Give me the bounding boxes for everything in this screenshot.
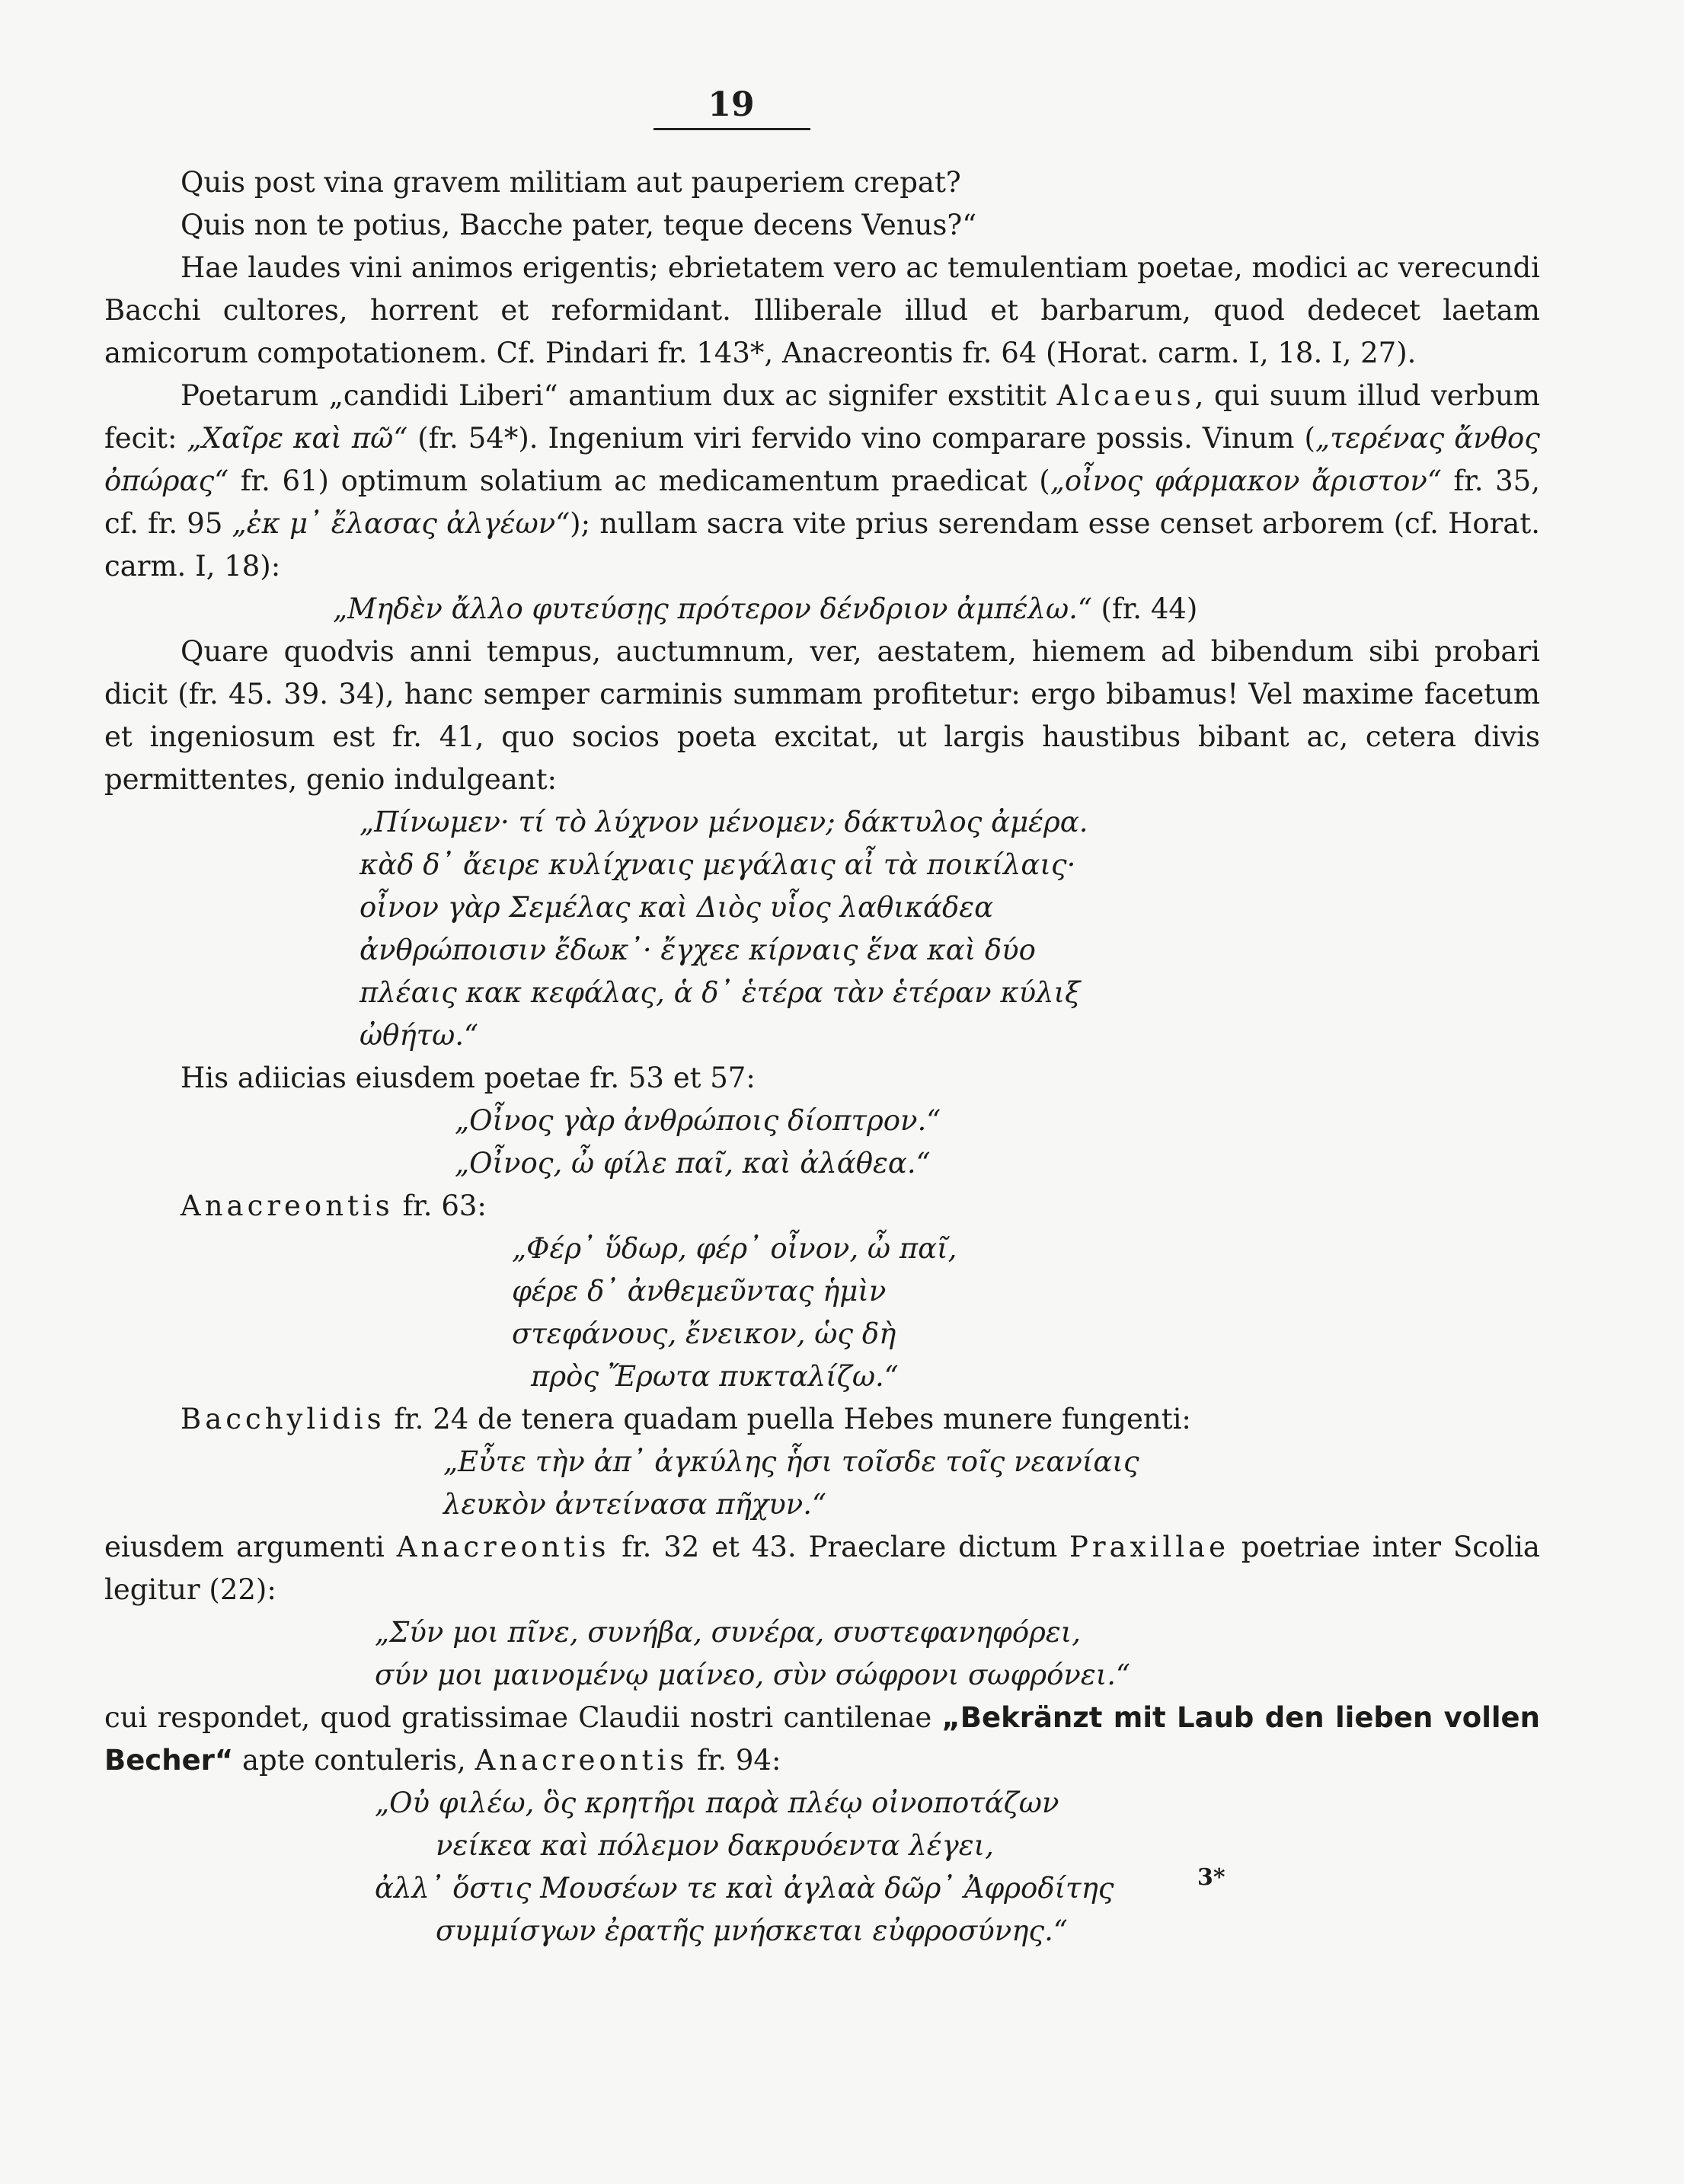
text-run: , qui suum illud verbum fecit: [104, 379, 1540, 455]
greek-verse: νείκεα καὶ πόλεμον δακρυόεντα λέγει, [436, 1829, 994, 1862]
paragraph [104, 1185, 1540, 1228]
greek-verse: συμμίσγων ἐρατῆς μνήσκεται εὐφροσύνης.“ [436, 1914, 1068, 1947]
greek-verse [104, 588, 1540, 631]
greek-verse: „Οἶνος, ὦ φίλε παῖ, καὶ ἀλάθεα.“ [455, 1147, 931, 1180]
greek-verse: „Οὐ φιλέω, ὃς κρητῆρι παρὰ πλέῳ οἰνοποτάζων [375, 1786, 1059, 1819]
fragment-ref: (fr. 44) [1091, 592, 1198, 625]
greek-verse: „Σύν μοι πῖνε, συνήβα, συνέρα, συστεφανηφόρει, [375, 1616, 1081, 1649]
greek-verse: λευκὸν ἀντείνασα πῆχυν.“ [443, 1488, 826, 1521]
greek-verse: „Πίνωμεν· τί τὸ λύχνον μένομεν; δάκτυλος ἀμέρα. [359, 806, 1088, 838]
greek-quote: „Μηδὲν ἄλλο φυτεύσῃς πρότερον δένδριον ἀμπέλω.“ [333, 592, 1092, 625]
text-run: apte contuleris, [233, 1744, 475, 1777]
text-run: eiusdem argumenti [104, 1531, 397, 1563]
greek-verse: στεφάνους, ἔνεικον, ὡς δὴ [512, 1317, 896, 1350]
author-name: Praxillae [1069, 1531, 1229, 1563]
author-name: Bacchylidis [181, 1403, 385, 1435]
text-run: fr. 63: [393, 1189, 487, 1222]
author-name: Anacreontis [475, 1744, 689, 1777]
body-text [104, 161, 1540, 1953]
signature-mark: 3* [1197, 1864, 1225, 1891]
verse-line: Quis post vina gravem militiam aut pauperiem crepat? [181, 166, 961, 199]
text-run: fr. 24 de tenera quadam puella Hebes munere fungenti: [385, 1403, 1191, 1435]
greek-quote: „ἐκ μ᾽ ἔλασας ἀλγέων“ [232, 507, 570, 540]
greek-verse: „Οἶνος γὰρ ἀνθρώποις δίοπτρον.“ [455, 1104, 941, 1137]
text-run: fr. 32 et 43. Praeclare dictum [609, 1531, 1070, 1563]
paragraph [104, 375, 1540, 588]
paragraph: His adiicias eiusdem poetae fr. 53 et 57: [181, 1062, 756, 1094]
greek-quote: „Χαῖρε καὶ πῶ“ [187, 422, 408, 455]
author-name: Anacreontis [181, 1189, 394, 1222]
text-run: poetriae inter Scolia legitur (22): [104, 1531, 1540, 1606]
german-quote: „Bekränzt mit Laub den lieben vollen Becher“ [104, 1701, 1540, 1777]
greek-quote: „τερένας ἄνθος ὀπώρας“ [104, 422, 1540, 497]
greek-verse: φέρε δ᾽ ἀνθεμεῦντας ἡμὶν [512, 1275, 887, 1308]
greek-verse: ὠθήτω.“ [359, 1019, 478, 1052]
greek-verse: „Εὖτε τὴν ἀπ᾽ ἀγκύλης ἧσι τοῖσδε τοῖς νεανίαις [443, 1445, 1139, 1478]
paragraph [104, 1398, 1540, 1441]
verse-line: Quis non te potius, Bacche pater, teque decens Venus?“ [181, 209, 977, 241]
author-name: Alcaeus [1056, 379, 1195, 412]
paragraph [104, 1697, 1540, 1782]
greek-verse: ἀλλ᾽ ὅστις Μουσέων τε καὶ ἀγλαὰ δῶρ᾽ Ἀφροδίτης [375, 1872, 1114, 1905]
text-run: (fr. 54*). Ingenium viri fervido vino comparare possis. Vinum ( [407, 422, 1315, 455]
text-run: cui respondet, quod gratissimae Claudii nostri cantilenae [104, 1701, 942, 1734]
page-number: 19 [708, 85, 755, 124]
greek-verse: ἀνθρώποισιν ἔδωκ᾽· ἔγχεε κίρναις ἕνα καὶ δύο [359, 934, 1036, 966]
greek-verse: οἶνον γὰρ Σεμέλας καὶ Διὸς υἷος λαθικάδεα [359, 891, 994, 924]
paragraph [104, 1526, 1540, 1611]
author-name: Anacreontis [396, 1531, 610, 1563]
paragraph: Hae laudes vini animos erigentis; ebrietatem vero ac temulentiam poetae, modici ac verecundi Bacchi cultores, horrent et reformidant. Illiberale illud et barbarum, quod dedecet laetam amicorum compotationem. Cf. Pindari fr. 143*, Anacreontis fr. 64 (Horat. carm. I, 18. I, 27). [104, 251, 1540, 369]
text-run: fr. 61) optimum solatium ac medicamentum praedicat ( [228, 465, 1050, 497]
text-run: fr. 35, cf. fr. 95 [104, 465, 1540, 540]
paragraph: Quare quodvis anni tempus, auctumnum, ver, aestatem, hiemem ad bibendum sibi probari dicit (fr. 45. 39. 34), hanc semper carminis summam profitetur: ergo bibamus! Vel maxime facetum et ingeniosum est fr. 41, quo socios poeta excitat, ut largis haustibus bibant ac, cetera divis permittentes, genio indulgeant: [104, 635, 1540, 796]
page-number-rule [653, 128, 810, 130]
greek-quote: „οἶνος φάρμακον ἄριστον“ [1050, 465, 1442, 497]
greek-verse: πλέαις κακ κεφάλας, ἁ δ᾽ ἑτέρα τὰν ἑτέραν κύλιξ [359, 976, 1081, 1009]
greek-verse: κὰδ δ᾽ ἄειρε κυλίχναις μεγάλαις αἶ τὰ ποικίλαις· [359, 848, 1076, 881]
greek-verse: πρὸς Ἔρωτα πυκταλίζω.“ [531, 1360, 899, 1393]
text-run: Poetarum „candidi Liberi“ amantium dux ac signifer exstitit [181, 379, 1057, 412]
text-run: ); nullam sacra vite prius serendam esse censet arborem (cf. Horat. carm. I, 18): [104, 507, 1540, 583]
greek-verse: σύν μοι μαινομένῳ μαίνεο, σὺν σώφρονι σωφρόνει.“ [375, 1659, 1130, 1691]
text-run: fr. 94: [688, 1744, 781, 1777]
greek-verse: „Φέρ᾽ ὕδωρ, φέρ᾽ οἶνον, ὦ παῖ, [512, 1232, 957, 1265]
